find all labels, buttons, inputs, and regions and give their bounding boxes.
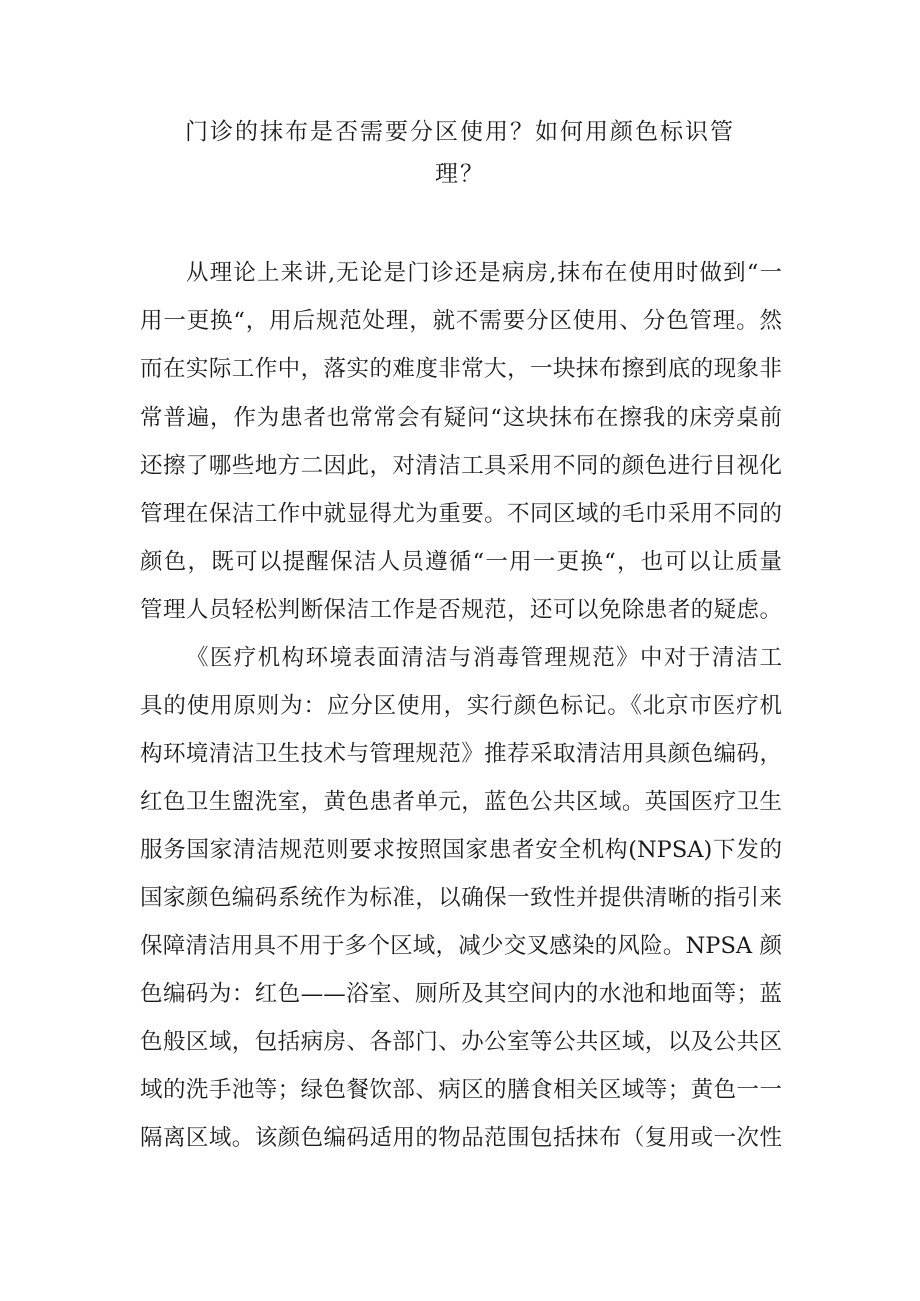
paragraph-2-line: 构环境清洁卫生技术与管理规范》推荐采取清洁用具颜色编码， xyxy=(140,741,782,767)
paragraph-1-line: 常普遍，作为患者也常常会有疑问“这块抹布在擦我的床旁桌前 xyxy=(140,405,782,431)
paragraph-2-line: 色般区域，包括病房、各部门、办公室等公共区域，以及公共区 xyxy=(140,1029,782,1055)
paragraph-2-line: 具的使用原则为：应分区使用，实行颜色标记。《北京市医疗机 xyxy=(140,693,782,719)
paragraph-2-line: 域的洗手池等；绿色餐饮部、病区的膳食相关区域等；黄色一一 xyxy=(140,1077,782,1103)
paragraph-1-line: 而在实际工作中，落实的难度非常大，一块抹布擦到底的现象非 xyxy=(140,356,782,382)
paragraph-1-line: 还擦了哪些地方二因此，对清洁工具采用不同的颜色进行目视化 xyxy=(140,453,782,479)
paragraph-2-line: 红色卫生盥洗室，黄色患者单元，蓝色公共区域。英国医疗卫生 xyxy=(140,789,782,815)
document-title-line-1: 门诊的抹布是否需要分区使用？如何用颜色标识管 xyxy=(185,119,735,145)
paragraph-1-line: 管理人员轻松判断保洁工作是否规范，还可以免除患者的疑虑。 xyxy=(140,597,782,623)
paragraph-1-line: 从理论上来讲,无论是门诊还是病房,抹布在使用时做到“一 xyxy=(186,260,782,286)
paragraph-2-line: 色编码为：红色——浴室、厕所及其空间内的水池和地面等；蓝 xyxy=(140,981,782,1007)
paragraph-2-line: 服务国家清洁规范则要求按照国家患者安全机构(NPSA)下发的 xyxy=(140,837,782,863)
document-title-line-2: 理？ xyxy=(435,161,485,187)
paragraph-2-line: 保障清洁用具不用于多个区域，减少交叉感染的风险。NPSA 颜 xyxy=(140,933,782,959)
paragraph-2-line: 隔离区域。该颜色编码适用的物品范围包括抹布（复用或一次性 xyxy=(140,1125,782,1151)
paragraph-1-line: 管理在保洁工作中就显得尤为重要。不同区域的毛巾采用不同的 xyxy=(140,501,782,527)
paragraph-1-line: 用一更换“，用后规范处理，就不需要分区使用、分色管理。然 xyxy=(140,308,782,334)
paragraph-1-line: 颜色，既可以提醒保洁人员遵循“一用一更换“，也可以让质量 xyxy=(140,549,782,575)
paragraph-2-line: 国家颜色编码系统作为标准，以确保一致性并提供清晰的指引来 xyxy=(140,885,782,911)
paragraph-2-line: 《医疗机构环境表面清洁与消毒管理规范》中对于清洁工 xyxy=(186,645,782,671)
